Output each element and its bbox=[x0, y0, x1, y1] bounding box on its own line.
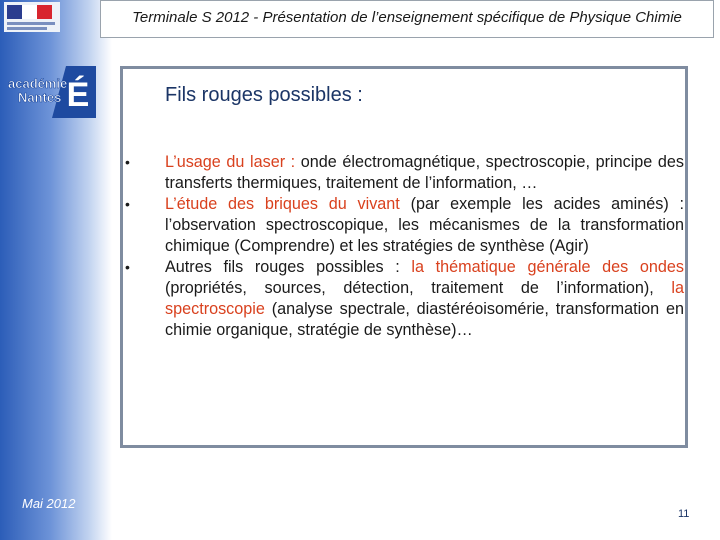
list-item bbox=[125, 194, 685, 257]
bullet-glyph: • bbox=[125, 259, 130, 275]
list-item bbox=[125, 152, 684, 194]
bullet-1-text: onde électromagnétique, spectroscopie, principe des transferts thermiques, traitement de l’information, … bbox=[165, 153, 684, 192]
bullet-3-highlight: la thématique générale des ondes bbox=[411, 258, 684, 276]
bullet-2-highlight: L’étude des briques du vivant bbox=[165, 195, 400, 213]
bullet-3-text: (analyse spectrale, diastéréoisomérie, transformation en chimie organique, stratégie de synthèse)… bbox=[165, 300, 684, 339]
academie-nantes-logo bbox=[4, 60, 100, 124]
logo-line-2: Nantes bbox=[18, 90, 62, 105]
bullet-3-middle: (propriétés, sources, détection, traitement de l’information), bbox=[165, 279, 672, 297]
bullet-glyph: • bbox=[125, 154, 130, 170]
ministry-logo bbox=[4, 2, 60, 32]
bullet-list bbox=[125, 152, 685, 341]
bullet-3-lead: Autres fils rouges possibles : bbox=[165, 258, 412, 276]
page-number: 11 bbox=[678, 508, 690, 520]
header-title: Terminale S 2012 - Présentation de l’enseignement spécifique de Physique Chimie bbox=[132, 9, 682, 26]
header-title-box bbox=[100, 0, 714, 38]
slide-heading: Fils rouges possibles : bbox=[165, 84, 363, 106]
logo-letter: É bbox=[66, 76, 90, 114]
footer-date: Mai 2012 bbox=[22, 496, 76, 511]
bullet-1-highlight: L’usage du laser : bbox=[165, 153, 296, 171]
bullet-3-highlight-2: la spectroscopie bbox=[165, 279, 684, 318]
logo-line-1: académie bbox=[8, 76, 68, 91]
list-item bbox=[125, 257, 684, 341]
bullet-2-text: (par exemple les acides aminés) : l’observation spectroscopique, les mécanismes de la transformation chimique (Comprendre) et les stratégies de synthèse (Agir) bbox=[165, 195, 685, 255]
bullet-glyph: • bbox=[125, 196, 130, 212]
